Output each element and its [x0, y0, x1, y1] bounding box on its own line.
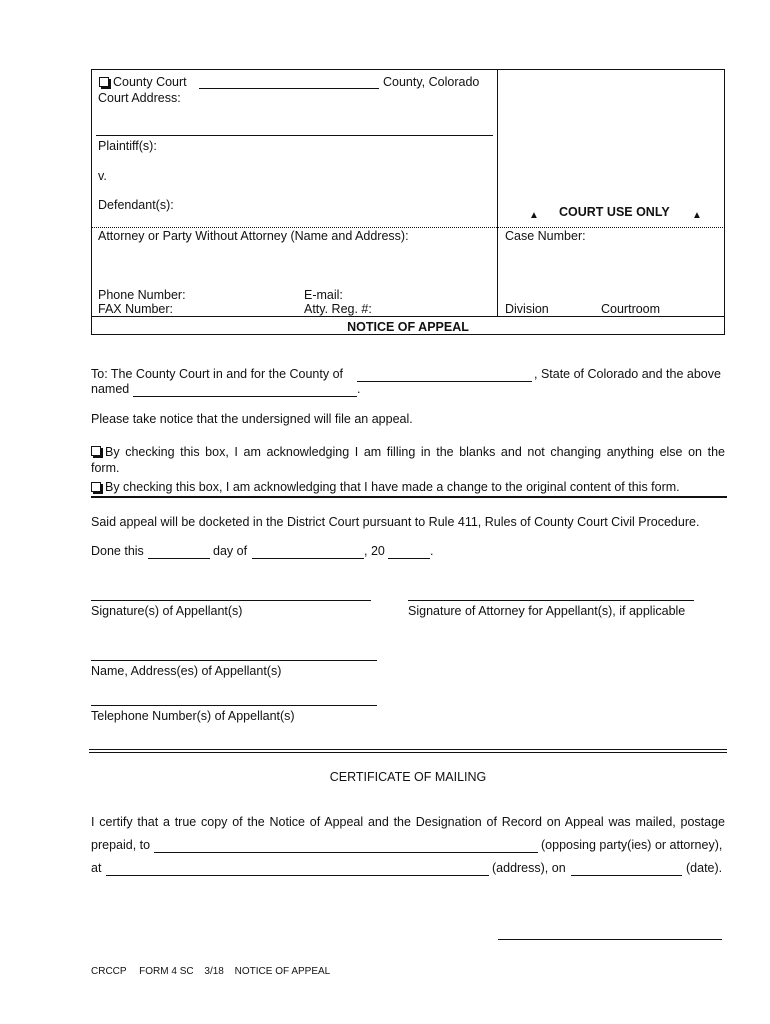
notice-text: Please take notice that the undersigned will file an appeal. [91, 412, 413, 426]
courtroom-label: Courtroom [601, 302, 661, 316]
done-this-label: Done this [91, 544, 144, 558]
county-name-field[interactable] [199, 88, 379, 89]
year-field[interactable] [388, 558, 430, 559]
title-row-divider [91, 316, 725, 317]
name-address-label: Name, Address(es) of Appellant(s) [91, 664, 282, 678]
caption-row-divider [91, 227, 725, 228]
footer-form: FORM 4 SC [139, 966, 194, 977]
atty-reg-label: Atty. Reg. #: [304, 302, 372, 316]
county-court-checkbox[interactable] [99, 77, 109, 87]
court-address-label: Court Address: [98, 91, 181, 105]
defendants-label: Defendant(s): [98, 198, 174, 212]
case-number-label: Case Number: [505, 229, 586, 243]
named-field[interactable] [133, 396, 357, 397]
no-change-checkbox[interactable] [91, 446, 101, 456]
county-court-checkbox-row [99, 75, 187, 89]
caption-box [91, 69, 725, 335]
checkbox-changed-row [91, 480, 680, 494]
certificate-divider [89, 749, 727, 750]
telephone-label: Telephone Number(s) of Appellant(s) [91, 709, 295, 723]
footer [91, 966, 330, 977]
checkbox-no-change-row [91, 445, 725, 459]
versus-label: v. [98, 169, 107, 183]
appellant-signature-label: Signature(s) of Appellant(s) [91, 604, 243, 618]
certificate-text: I certify that a true copy of the Notice of Appeal and the Designation of Record on Appeal was mailed, postage [91, 815, 725, 829]
section-divider [91, 496, 727, 498]
telephone-field[interactable] [91, 705, 377, 706]
changed-checkbox[interactable] [91, 482, 101, 492]
court-address-line [96, 135, 493, 136]
named-end: . [357, 382, 361, 396]
attorney-label: Attorney or Party Without Attorney (Name and Address): [98, 229, 409, 243]
attorney-signature-label: Signature of Attorney for Appellant(s), if applicable [408, 604, 686, 618]
no-change-text-cont: form. [91, 461, 120, 475]
division-label: Division [505, 302, 549, 316]
opposing-label: (opposing party(ies) or attorney), [541, 838, 723, 852]
named-label: named [91, 382, 130, 396]
opposing-party-field[interactable] [154, 852, 538, 853]
county-field[interactable] [357, 381, 532, 382]
certifier-signature-field[interactable] [498, 939, 722, 940]
mailing-date-field[interactable] [571, 875, 682, 876]
month-field[interactable] [252, 558, 364, 559]
name-address-field[interactable] [91, 660, 377, 661]
changed-text: By checking this box, I am acknowledging that I have made a change to the original content of this form. [105, 480, 680, 494]
footer-code: CRCCP [91, 966, 127, 977]
county-court-label: County Court [113, 75, 187, 89]
year-end: . [430, 544, 434, 558]
at-label: at [91, 861, 102, 875]
appellant-signature-field[interactable] [91, 600, 371, 601]
docketed-text: Said appeal will be docketed in the District Court pursuant to Rule 411, Rules of County Court Civil Procedure. [91, 515, 700, 529]
day-of-label: day of [213, 544, 248, 558]
year-label: , 20 [364, 544, 385, 558]
address-field[interactable] [106, 875, 489, 876]
fax-label: FAX Number: [98, 302, 174, 316]
phone-label: Phone Number: [98, 288, 186, 302]
certificate-title: CERTIFICATE OF MAILING [329, 770, 487, 784]
arrow-up-icon: ▲ [529, 210, 539, 221]
footer-rev: 3/18 [204, 966, 224, 977]
attorney-signature-field[interactable] [408, 600, 694, 601]
county-colorado-label: County, Colorado [383, 75, 480, 89]
footer-title: NOTICE OF APPEAL [234, 966, 331, 977]
state-label: , State of Colorado and the above [534, 367, 721, 381]
date-label: (date). [686, 861, 723, 875]
form-title: NOTICE OF APPEAL [347, 320, 469, 334]
no-change-text: By checking this box, I am acknowledging I am filling in the blanks and not changing anything else on the [105, 445, 725, 459]
court-use-only-label: COURT USE ONLY [559, 205, 670, 219]
prepaid-to-label: prepaid, to [91, 838, 151, 852]
day-field[interactable] [148, 558, 210, 559]
address-label: (address), on [492, 861, 566, 875]
to-county-label: To: The County Court in and for the County of [91, 367, 343, 381]
certificate-divider [89, 752, 727, 753]
email-label: E-mail: [304, 288, 343, 302]
arrow-up-icon: ▲ [692, 210, 702, 221]
plaintiffs-label: Plaintiff(s): [98, 139, 157, 153]
caption-divider [497, 69, 498, 317]
